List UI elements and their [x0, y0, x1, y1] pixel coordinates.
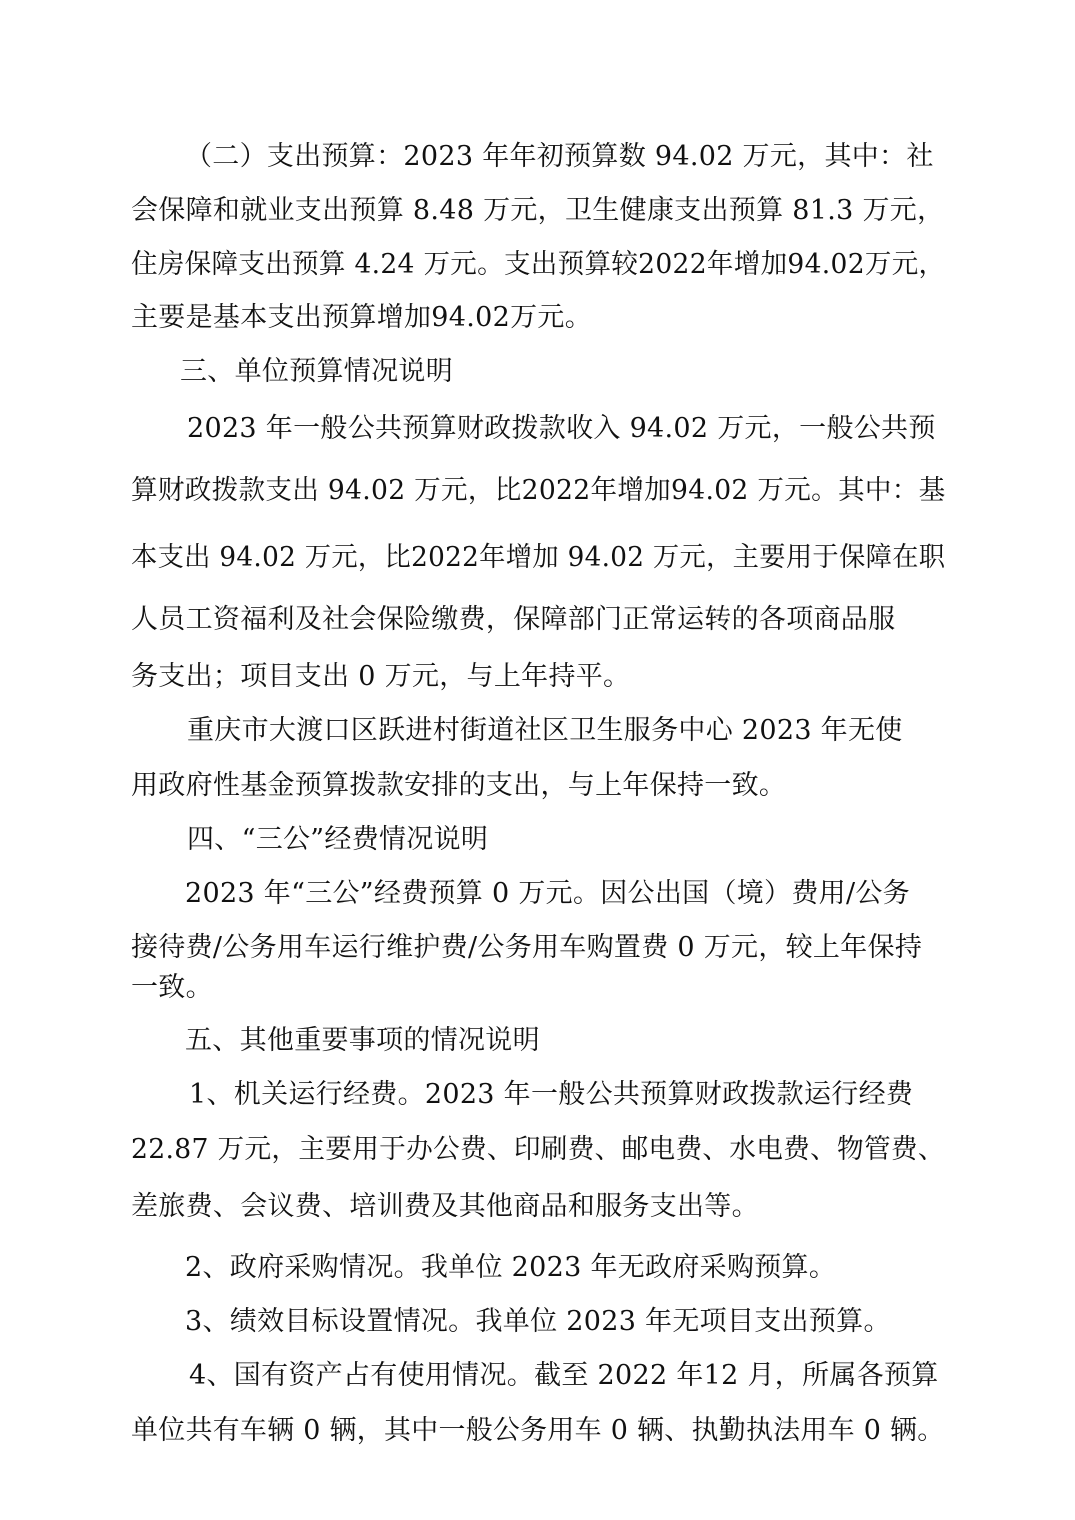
- paragraph-line: 本支出 94.02 万元，比2022年增加 94.02 万元，主要用于保障在职: [131, 542, 946, 573]
- paragraph-line: 会保障和就业支出预算 8.48 万元，卫生健康支出预算 81.3 万元，: [131, 195, 945, 226]
- paragraph-line: 一致。: [131, 972, 213, 1003]
- paragraph-line: 2023 年一般公共预算财政拨款收入 94.02 万元，一般公共预: [187, 413, 936, 444]
- paragraph-line: 单位共有车辆 0 辆，其中一般公务用车 0 辆、执勤执法用车 0 辆。: [131, 1415, 945, 1446]
- paragraph-line: （二）支出预算：2023 年年初预算数 94.02 万元，其中：社: [185, 141, 934, 172]
- section-heading: 三、单位预算情况说明: [180, 356, 453, 387]
- paragraph-line: 主要是基本支出预算增加94.02万元。: [131, 302, 592, 333]
- paragraph-line: 用政府性基金预算拨款安排的支出，与上年保持一致。: [131, 770, 787, 801]
- section-heading: 五、其他重要事项的情况说明: [185, 1025, 540, 1056]
- paragraph-line: 4、国有资产占有使用情况。截至 2022 年12 月，所属各预算: [189, 1360, 939, 1391]
- section-heading: 四、“三公”经费情况说明: [187, 824, 489, 855]
- paragraph-line: 差旅费、会议费、培训费及其他商品和服务支出等。: [131, 1191, 759, 1222]
- paragraph-line: 务支出；项目支出 0 万元，与上年持平。: [131, 661, 631, 692]
- paragraph-line: 算财政拨款支出 94.02 万元，比2022年增加94.02 万元。其中：基: [131, 475, 946, 506]
- paragraph-line: 人员工资福利及社会保险缴费，保障部门正常运转的各项商品服: [131, 604, 896, 635]
- paragraph-line: 1、机关运行经费。2023 年一般公共预算财政拨款运行经费: [189, 1079, 914, 1110]
- paragraph-line: 重庆市大渡口区跃进村街道社区卫生服务中心 2023 年无使: [187, 715, 903, 746]
- paragraph-line: 22.87 万元，主要用于办公费、印刷费、邮电费、水电费、物管费、: [131, 1134, 945, 1165]
- paragraph-line: 2023 年“三公”经费预算 0 万元。因公出国（境）费用/公务: [185, 878, 910, 909]
- paragraph-line: 接待费/公务用车运行维护费/公务用车购置费 0 万元，较上年保持: [131, 932, 923, 963]
- paragraph-line: 3、绩效目标设置情况。我单位 2023 年无项目支出预算。: [185, 1306, 891, 1337]
- paragraph-line: 住房保障支出预算 4.24 万元。支出预算较2022年增加94.02万元，: [131, 249, 946, 280]
- paragraph-line: 2、政府采购情况。我单位 2023 年无政府采购预算。: [185, 1252, 837, 1283]
